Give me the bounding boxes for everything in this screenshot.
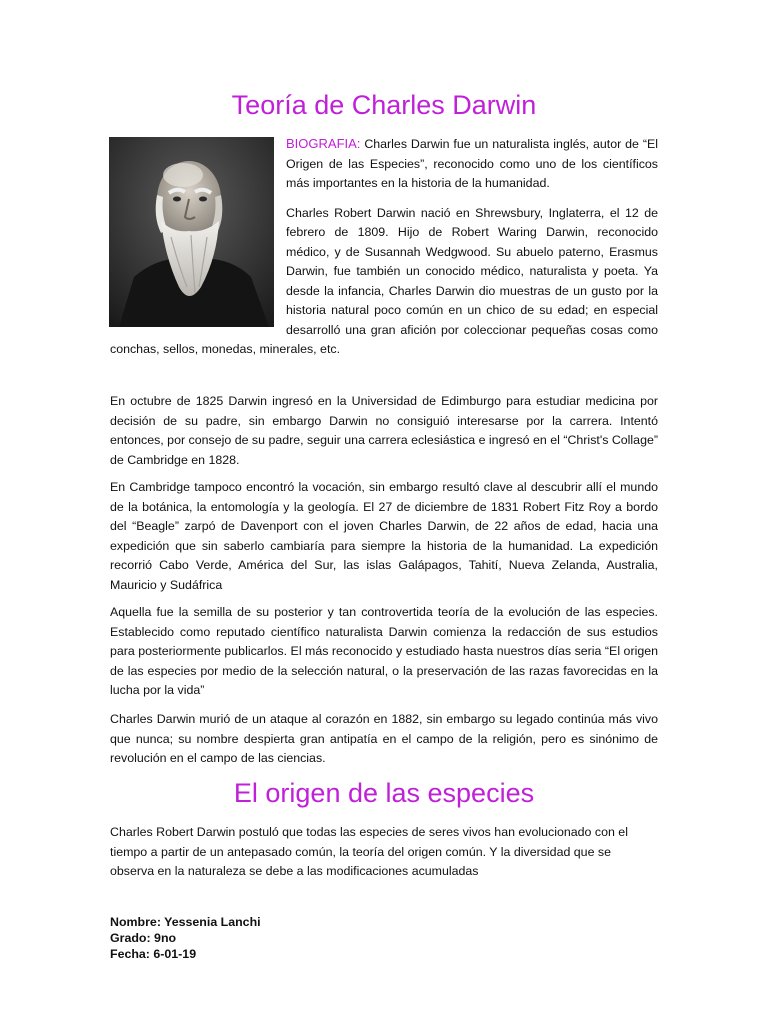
author-name: Nombre: Yessenia Lanchi: [110, 915, 261, 929]
biography-label: BIOGRAFIA:: [286, 136, 361, 151]
author-grade: Grado: 9no: [110, 931, 177, 945]
page-title: Teoría de Charles Darwin: [231, 90, 537, 120]
paragraph-cambridge: En Cambridge tampoco encontró la vocación, sin embargo resultó clave al descubrir allí el mundo de la botánica, la entomología y la geología. El 27 de diciembre de 1831 Robert Fitz Roy a bordo del “Beagle” zarpó de Davenport con el joven Charles Darwin, de 22 años de edad, hacia una expedición que sin saberlo cambiaría para siempre la historia de la humanidad. La expedición recorrió Cabo Verde, América del Sur, las islas Galápagos, Tahití, Nueva Zelanda, Australia, Mauricio y Sudáfrica: [110, 480, 658, 592]
paragraph-birth: Charles Robert Darwin nació en Shrewsbury, Inglaterra, el 12 de febrero de 1809. Hijo de Robert Waring Darwin, reconocido médico, y de Susannah Wedgwood. Su abuelo paterno, Erasmus Darwin, fue también un conocido médico, naturalista y poeta. Ya desde la infancia, Charles Darwin dio muestras de un gusto por la historia natural poco común en un chico de su edad; en especial desarrolló una gran afición por coleccionar pequeñas cosas como conchas, sellos, monedas, minerales, etc.: [110, 205, 658, 356]
paragraph-edinburgh: En octubre de 1825 Darwin ingresó en la Universidad de Edimburgo para estudiar medicina por decisión de su padre, sin embargo Darwin no consiguió interesarse por la carrera. Intentó entonces, por consejo de su padre, seguir una carrera eclesiástica e ingresó en el “Christ's Collage” de Cambridge en 1828.: [110, 394, 658, 467]
document-date: Fecha: 6-01-19: [110, 947, 197, 961]
paragraph-death: Charles Darwin murió de un ataque al corazón en 1882, sin embargo su legado continúa más vivo que nunca; su nombre despierta gran antipatía en el campo de la religión, pero es sinónimo de revolución en el campo de las ciencias.: [110, 712, 658, 765]
biography-intro: Charles Darwin fue un naturalista inglés, autor de “El Origen de las Especies”, reconocido como uno de los científicos más importantes en la historia de la humanidad.: [286, 137, 659, 190]
biography-paragraph: [110, 134, 658, 360]
paragraph-theory: Aquella fue la semilla de su posterior y tan controvertida teoría de la evolución de las especies. Establecido como reputado científico naturalista Darwin comienza la redacción de sus estudios para posteriormente publicarlos. El más reconocido y estudiado hasta nuestros días seria “El origen de las especies por medio de la selección natural, o la preservación de las razas favorecidas en la lucha por la vida”: [110, 605, 658, 697]
section-title: El origen de las especies: [233, 778, 535, 808]
section-paragraph: Charles Robert Darwin postuló que todas las especies de seres vivos han evolucionado con el tiempo a partir de un antepasado común, la teoría del origen común. Y la diversidad que se observa en la naturaleza se debe a las modificaciones acumuladas: [110, 825, 628, 878]
author-info: [110, 914, 261, 962]
